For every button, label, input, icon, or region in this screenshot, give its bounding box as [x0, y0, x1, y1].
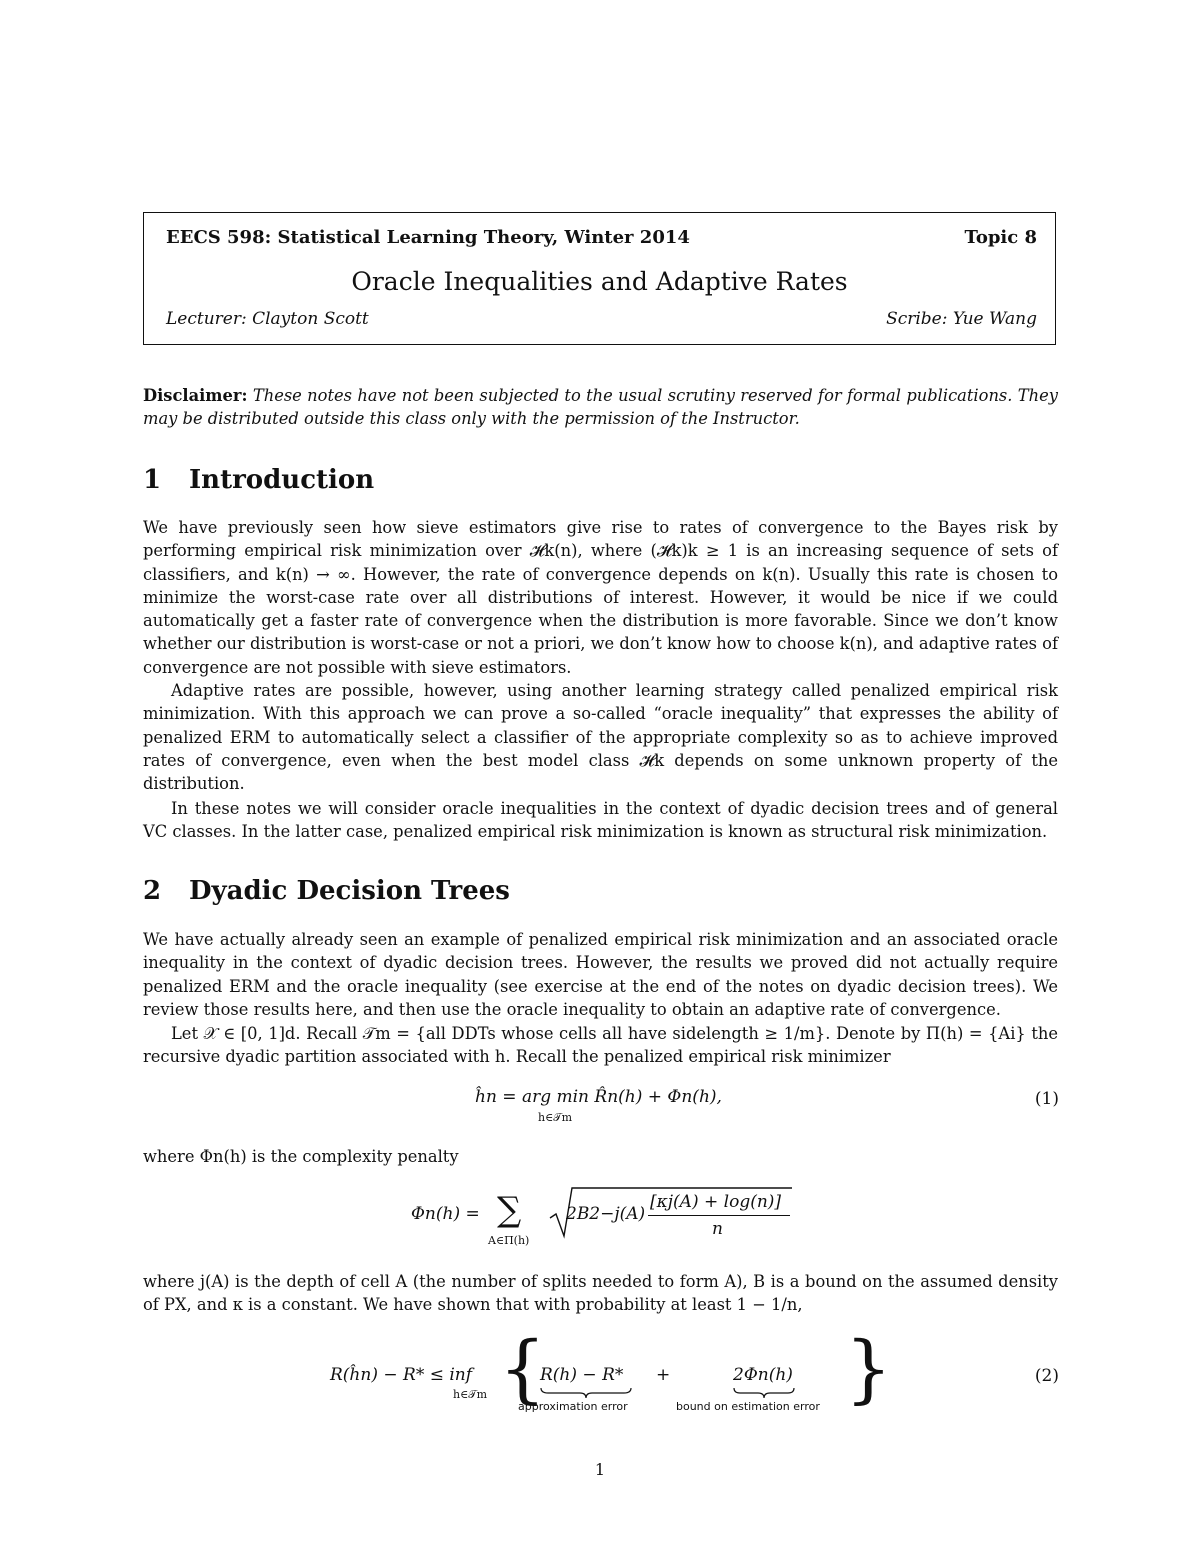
phi-equation-lhs: Φn(h) =	[411, 1204, 480, 1224]
equation-2-plus: +	[656, 1365, 671, 1385]
right-brace: }	[845, 1326, 893, 1412]
label-approximation-error: approximation error	[518, 1400, 628, 1413]
ddt-paragraph-1: We have actually already seen an example of penalized empirical risk minimization and an associated oracle inequality in the context of dyadic decision trees. However, the results we proved did not actually require penalized ERM and the oracle inequality (see exercise at the end of the notes on dyadic decision trees). We review those results here, and then use the oracle inequality to obtain an adaptive rate of convergence.	[143, 930, 1058, 1019]
intro-paragraph-2: Adaptive rates are possible, however, using another learning strategy called penalized empirical risk minimization. With this approach we can prove a so-called “oracle inequality” that expresses the ability of penalized ERM to automatically select a classifier of the appropriate complexity so as to achieve improved rates of convergence, even when the best model class 𝓗k depends on some unknown property of the distribution.	[143, 681, 1058, 794]
ddt-paragraph-4: where j(A) is the depth of cell A (the number of splits needed to form A), B is a bound on the assumed density of PX, and κ is a constant. We have shown that with probability at least 1 − 1/n,	[143, 1272, 1058, 1315]
header-box	[143, 212, 1056, 345]
equation-2-lhs: R(ĥn) − R* ≤ inf	[330, 1365, 473, 1385]
disclaimer-text: These notes have not been subjected to the usual scrutiny reserved for formal publications. They may be distributed outside this class only with the permission of the Instructor.	[143, 386, 1058, 429]
fraction-bar	[648, 1215, 790, 1216]
course-title: EECS 598: Statistical Learning Theory, Winter 2014	[166, 227, 690, 248]
section-number: 2	[143, 876, 162, 906]
equation-1-number: (1)	[1034, 1089, 1059, 1109]
equation-2-subscript: h∈𝒯m	[453, 1388, 488, 1401]
equation-2-term-estimation: 2Φn(h)	[733, 1365, 793, 1385]
intro-paragraph-3: In these notes we will consider oracle inequalities in the context of dyadic decision trees and of general VC classes. In the latter case, penalized empirical risk minimization is known as structural risk minimization.	[143, 799, 1058, 842]
section-title: Introduction	[189, 465, 375, 495]
underbrace-estimation	[733, 1387, 795, 1399]
summation-symbol: ∑	[497, 1190, 522, 1230]
lecture-title: Oracle Inequalities and Adaptive Rates	[351, 267, 848, 296]
phi-equation-sum-subscript: A∈Π(h)	[488, 1234, 530, 1247]
equation-1-body: ĥn = arg min R̂n(h) + Φn(h),	[475, 1087, 722, 1107]
section-title: Dyadic Decision Trees	[189, 876, 510, 906]
left-brace: {	[499, 1326, 547, 1412]
page-number: 1	[594, 1460, 606, 1479]
section-heading-introduction	[143, 465, 374, 495]
scribe: Scribe: Yue Wang	[886, 309, 1037, 329]
phi-equation-numerator: [κj(A) + log(n)]	[650, 1192, 782, 1212]
phi-equation-inner: 2B2−j(A)	[566, 1204, 646, 1224]
equation-1-subscript: h∈𝒯m	[538, 1111, 573, 1124]
underbrace-approximation	[540, 1387, 632, 1399]
disclaimer-label: Disclaimer:	[143, 386, 248, 405]
intro-paragraph-1: We have previously seen how sieve estimators give rise to rates of convergence to the Bayes risk by performing empirical risk minimization over 𝓗k(n), where (𝓗k)k ≥ 1 is an increasing sequence of sets of classifiers, and k(n) → ∞. However, the rate of convergence depends on k(n). Usually this rate is chosen to minimize the worst-case rate over all distributions of interest. However, it would be nice if we could automatically get a faster rate of convergence when the distribution is more favorable. Since we don’t know whether our distribution is worst-case or not a priori, we don’t know how to choose k(n), and adaptive rates of convergence are not possible with sieve estimators.	[143, 518, 1058, 677]
disclaimer	[143, 384, 1058, 431]
equation-2-number: (2)	[1034, 1366, 1059, 1386]
phi-equation-denominator: n	[712, 1219, 723, 1239]
equation-2-term-approximation: R(h) − R*	[540, 1365, 624, 1385]
topic-label: Topic 8	[964, 227, 1037, 248]
label-estimation-error: bound on estimation error	[676, 1400, 820, 1413]
lecturer: Lecturer: Clayton Scott	[166, 309, 369, 329]
ddt-paragraph-2: Let 𝒳 ∈ [0, 1]d. Recall 𝒯m = {all DDTs whose cells all have sidelength ≥ 1/m}. Denote by Π(h) = {Ai} the recursive dyadic partition associated with h. Recall the penalized empirical risk minimizer	[143, 1024, 1058, 1067]
section-heading-dyadic-decision-trees	[143, 876, 510, 906]
ddt-paragraph-3: where Φn(h) is the complexity penalty	[143, 1147, 459, 1166]
section-number: 1	[143, 465, 162, 495]
equation-1	[475, 1087, 722, 1107]
